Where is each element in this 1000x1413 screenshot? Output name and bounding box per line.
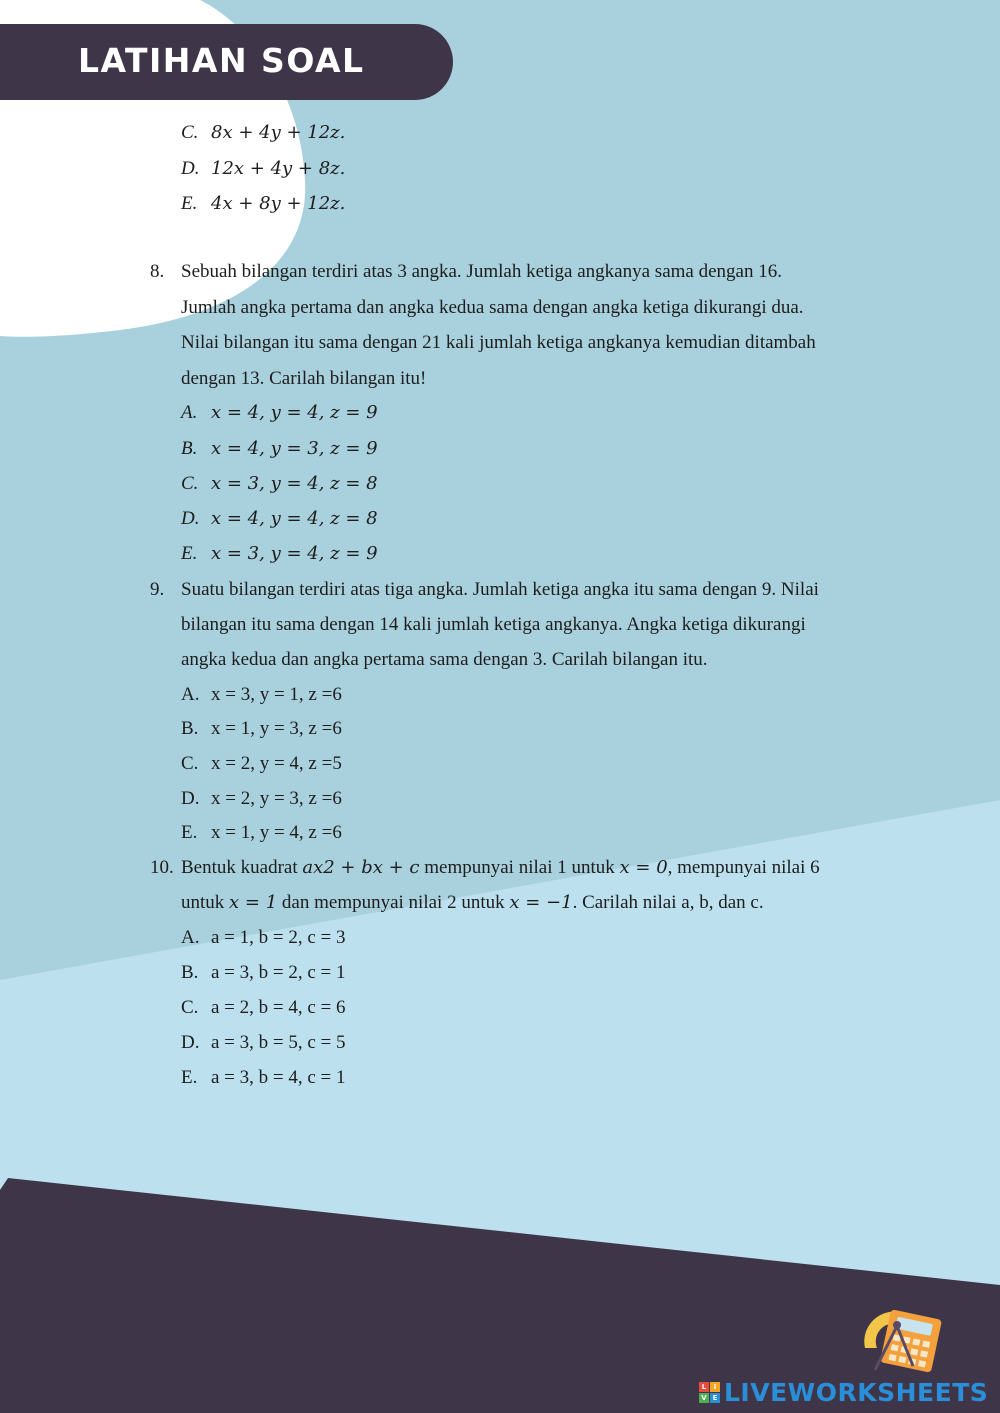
option-label: E.: [181, 193, 198, 214]
q8-text-line: Jumlah angka pertama dan angka kedua sama dengan angka ketiga dikurangi dua.: [181, 297, 804, 318]
q10-text-post: . Carilah nilai a, b, dan c.: [572, 892, 764, 913]
q9-option-d[interactable]: [181, 787, 342, 811]
option-text: a = 1, b = 2, c = 3: [211, 927, 346, 948]
option-text: 4x + 8y + 12z.: [211, 193, 346, 214]
option-label: E.: [181, 543, 198, 564]
option-text: x = 3, y = 1, z =6: [211, 684, 342, 705]
option-label: D.: [181, 1032, 200, 1053]
option-label: C.: [181, 473, 199, 494]
q8-option-d[interactable]: [181, 507, 378, 531]
option-label: A.: [181, 684, 200, 705]
q9-number: 9.: [150, 579, 165, 600]
logo-block: L: [699, 1382, 709, 1392]
option-text: 12x + 4y + 8z.: [211, 158, 346, 179]
option-label: C.: [181, 122, 199, 143]
option-text: a = 3, b = 5, c = 5: [211, 1032, 346, 1053]
q10-option-c[interactable]: [181, 996, 346, 1020]
q9-text-line: bilangan itu sama dengan 14 kali jumlah ketiga angkanya. Angka ketiga dikurangi: [181, 614, 806, 635]
page-title: LATIHAN SOAL: [78, 41, 365, 80]
liveworksheets-blocks-icon: [699, 1382, 720, 1403]
option-label: D.: [181, 158, 200, 179]
option-text: 8x + 4y + 12z.: [211, 122, 346, 143]
q10-text-pre: untuk: [181, 892, 230, 913]
option-label: B.: [181, 962, 199, 983]
q10-text-mid: dan mempunyai nilai 2 untuk: [277, 892, 510, 913]
q8-option-c[interactable]: [181, 472, 378, 496]
option-text: x = 3, y = 4, z = 9: [211, 543, 378, 564]
option-text: x = 4, y = 4, z = 9: [211, 402, 378, 423]
option-label: E.: [181, 822, 198, 843]
q10-text-mid: mempunyai nilai 1 untuk: [419, 857, 620, 878]
q9-text-line: Suatu bilangan terdiri atas tiga angka. Jumlah ketiga angka itu sama dengan 9. Nilai: [181, 579, 819, 600]
option-label: B.: [181, 438, 198, 459]
q10-option-e[interactable]: [181, 1066, 346, 1090]
q9-option-e[interactable]: [181, 821, 342, 845]
q10-option-a[interactable]: [181, 926, 346, 950]
q10-number: 10.: [150, 857, 174, 878]
option-text: x = 2, y = 3, z =6: [211, 788, 342, 809]
option-label: E.: [181, 1067, 198, 1088]
q8-text-line: dengan 13. Carilah bilangan itu!: [181, 368, 427, 389]
q10-expression: ax2 + bx + c: [302, 857, 420, 878]
option-text: x = 3, y = 4, z = 8: [211, 473, 378, 494]
liveworksheets-logo[interactable]: [699, 1378, 988, 1407]
q10-text-pre: Bentuk kuadrat: [181, 857, 303, 878]
q9-option-a[interactable]: [181, 683, 342, 707]
option-label: C.: [181, 753, 199, 774]
option-text: x = 4, y = 4, z = 8: [211, 508, 378, 529]
q7-option-c[interactable]: [181, 121, 345, 145]
q10-text-line: [181, 856, 820, 880]
option-label: B.: [181, 718, 199, 739]
q10-text-post: , mempunyai nilai 6: [667, 857, 820, 878]
math-tools-icon: [855, 1298, 945, 1373]
q10-condition: x = 0: [619, 857, 668, 878]
q9-option-c[interactable]: [181, 752, 342, 776]
option-text: a = 3, b = 4, c = 1: [211, 1067, 346, 1088]
option-label: D.: [181, 508, 200, 529]
option-text: x = 4, y = 3, z = 9: [211, 438, 378, 459]
q7-option-e[interactable]: [181, 192, 345, 216]
option-label: A.: [181, 927, 200, 948]
option-text: a = 2, b = 4, c = 6: [211, 997, 346, 1018]
q8-option-a[interactable]: [181, 401, 378, 425]
option-label: D.: [181, 788, 200, 809]
option-text: a = 3, b = 2, c = 1: [211, 962, 346, 983]
q10-option-d[interactable]: [181, 1031, 346, 1055]
q8-number: 8.: [150, 261, 165, 282]
option-text: x = 1, y = 3, z =6: [211, 718, 342, 739]
q10-condition: x = 1: [229, 892, 278, 913]
q9-text-line: angka kedua dan angka pertama sama dengan 3. Carilah bilangan itu.: [181, 649, 708, 670]
q10-option-b[interactable]: [181, 961, 346, 985]
q7-option-d[interactable]: [181, 157, 345, 181]
option-text: x = 1, y = 4, z =6: [211, 822, 342, 843]
option-label: A.: [181, 402, 198, 423]
liveworksheets-brand: LIVEWORKSHEETS: [724, 1378, 989, 1407]
q8-text-line: Sebuah bilangan terdiri atas 3 angka. Jumlah ketiga angkanya sama dengan 16.: [181, 261, 782, 282]
logo-block: E: [710, 1393, 720, 1403]
q8-text-line: Nilai bilangan itu sama dengan 21 kali jumlah ketiga angkanya kemudian ditambah: [181, 332, 816, 353]
logo-block: I: [710, 1382, 720, 1392]
q10-text-line: [181, 891, 764, 915]
q8-option-b[interactable]: [181, 437, 378, 461]
option-text: x = 2, y = 4, z =5: [211, 753, 342, 774]
option-label: C.: [181, 997, 199, 1018]
q8-option-e[interactable]: [181, 542, 378, 566]
logo-block: V: [699, 1393, 709, 1403]
q10-condition: x = −1: [509, 892, 573, 913]
q9-option-b[interactable]: [181, 717, 342, 741]
